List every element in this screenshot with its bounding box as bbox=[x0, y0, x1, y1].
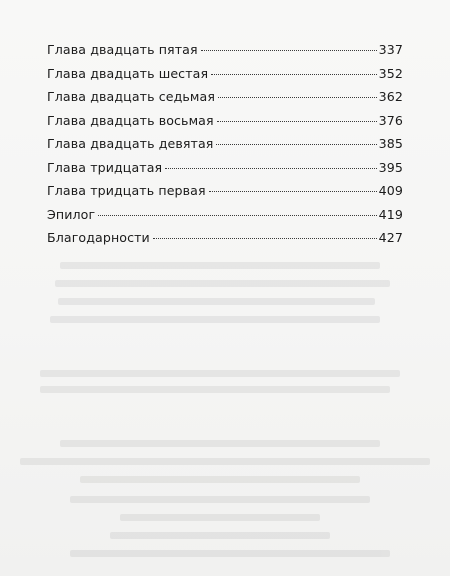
toc-entry-title: Эпилог bbox=[47, 206, 96, 222]
toc-entry-title: Глава двадцать восьмая bbox=[47, 112, 214, 128]
toc-entry-title: Благодарности bbox=[47, 230, 150, 245]
toc-entry bbox=[47, 42, 403, 66]
toc-entry-title: Глава тридцать первая bbox=[47, 183, 206, 198]
toc-entry-page: 376 bbox=[378, 112, 403, 128]
toc-entry-page: 395 bbox=[378, 159, 403, 175]
toc-entry-title: Глава двадцать седьмая bbox=[47, 89, 215, 104]
toc-entry-title: Глава двадцать девятая bbox=[47, 136, 214, 151]
toc-entry-title: Глава тридцатая bbox=[47, 159, 163, 175]
toc-dot-leader bbox=[98, 215, 376, 216]
toc-dot-leader bbox=[201, 50, 377, 51]
toc-entry bbox=[47, 66, 403, 90]
toc-entry-title: Глава двадцать пятая bbox=[47, 42, 198, 57]
toc-dot-leader bbox=[153, 238, 377, 239]
toc-dot-leader bbox=[218, 97, 377, 98]
toc-dot-leader bbox=[209, 191, 377, 192]
toc-entry bbox=[47, 183, 403, 207]
table-of-contents bbox=[47, 42, 403, 254]
toc-entry bbox=[47, 230, 403, 254]
toc-dot-leader bbox=[216, 144, 376, 145]
toc-entry-page: 385 bbox=[378, 136, 403, 151]
toc-dot-leader bbox=[211, 74, 377, 75]
toc-entry bbox=[47, 113, 403, 137]
toc-entry-title: Глава двадцать шестая bbox=[47, 65, 209, 81]
toc-entry-page: 352 bbox=[378, 65, 403, 81]
toc-entry-page: 427 bbox=[378, 230, 403, 245]
toc-entry-page: 337 bbox=[378, 42, 403, 57]
toc-entry bbox=[47, 89, 403, 113]
toc-entry bbox=[47, 136, 403, 160]
toc-dot-leader bbox=[165, 168, 376, 169]
toc-entry-page: 362 bbox=[378, 89, 403, 104]
toc-entry-page: 409 bbox=[378, 183, 403, 198]
toc-entry bbox=[47, 160, 403, 184]
toc-entry bbox=[47, 207, 403, 231]
toc-dot-leader bbox=[217, 121, 377, 122]
toc-entry-page: 419 bbox=[378, 206, 403, 222]
